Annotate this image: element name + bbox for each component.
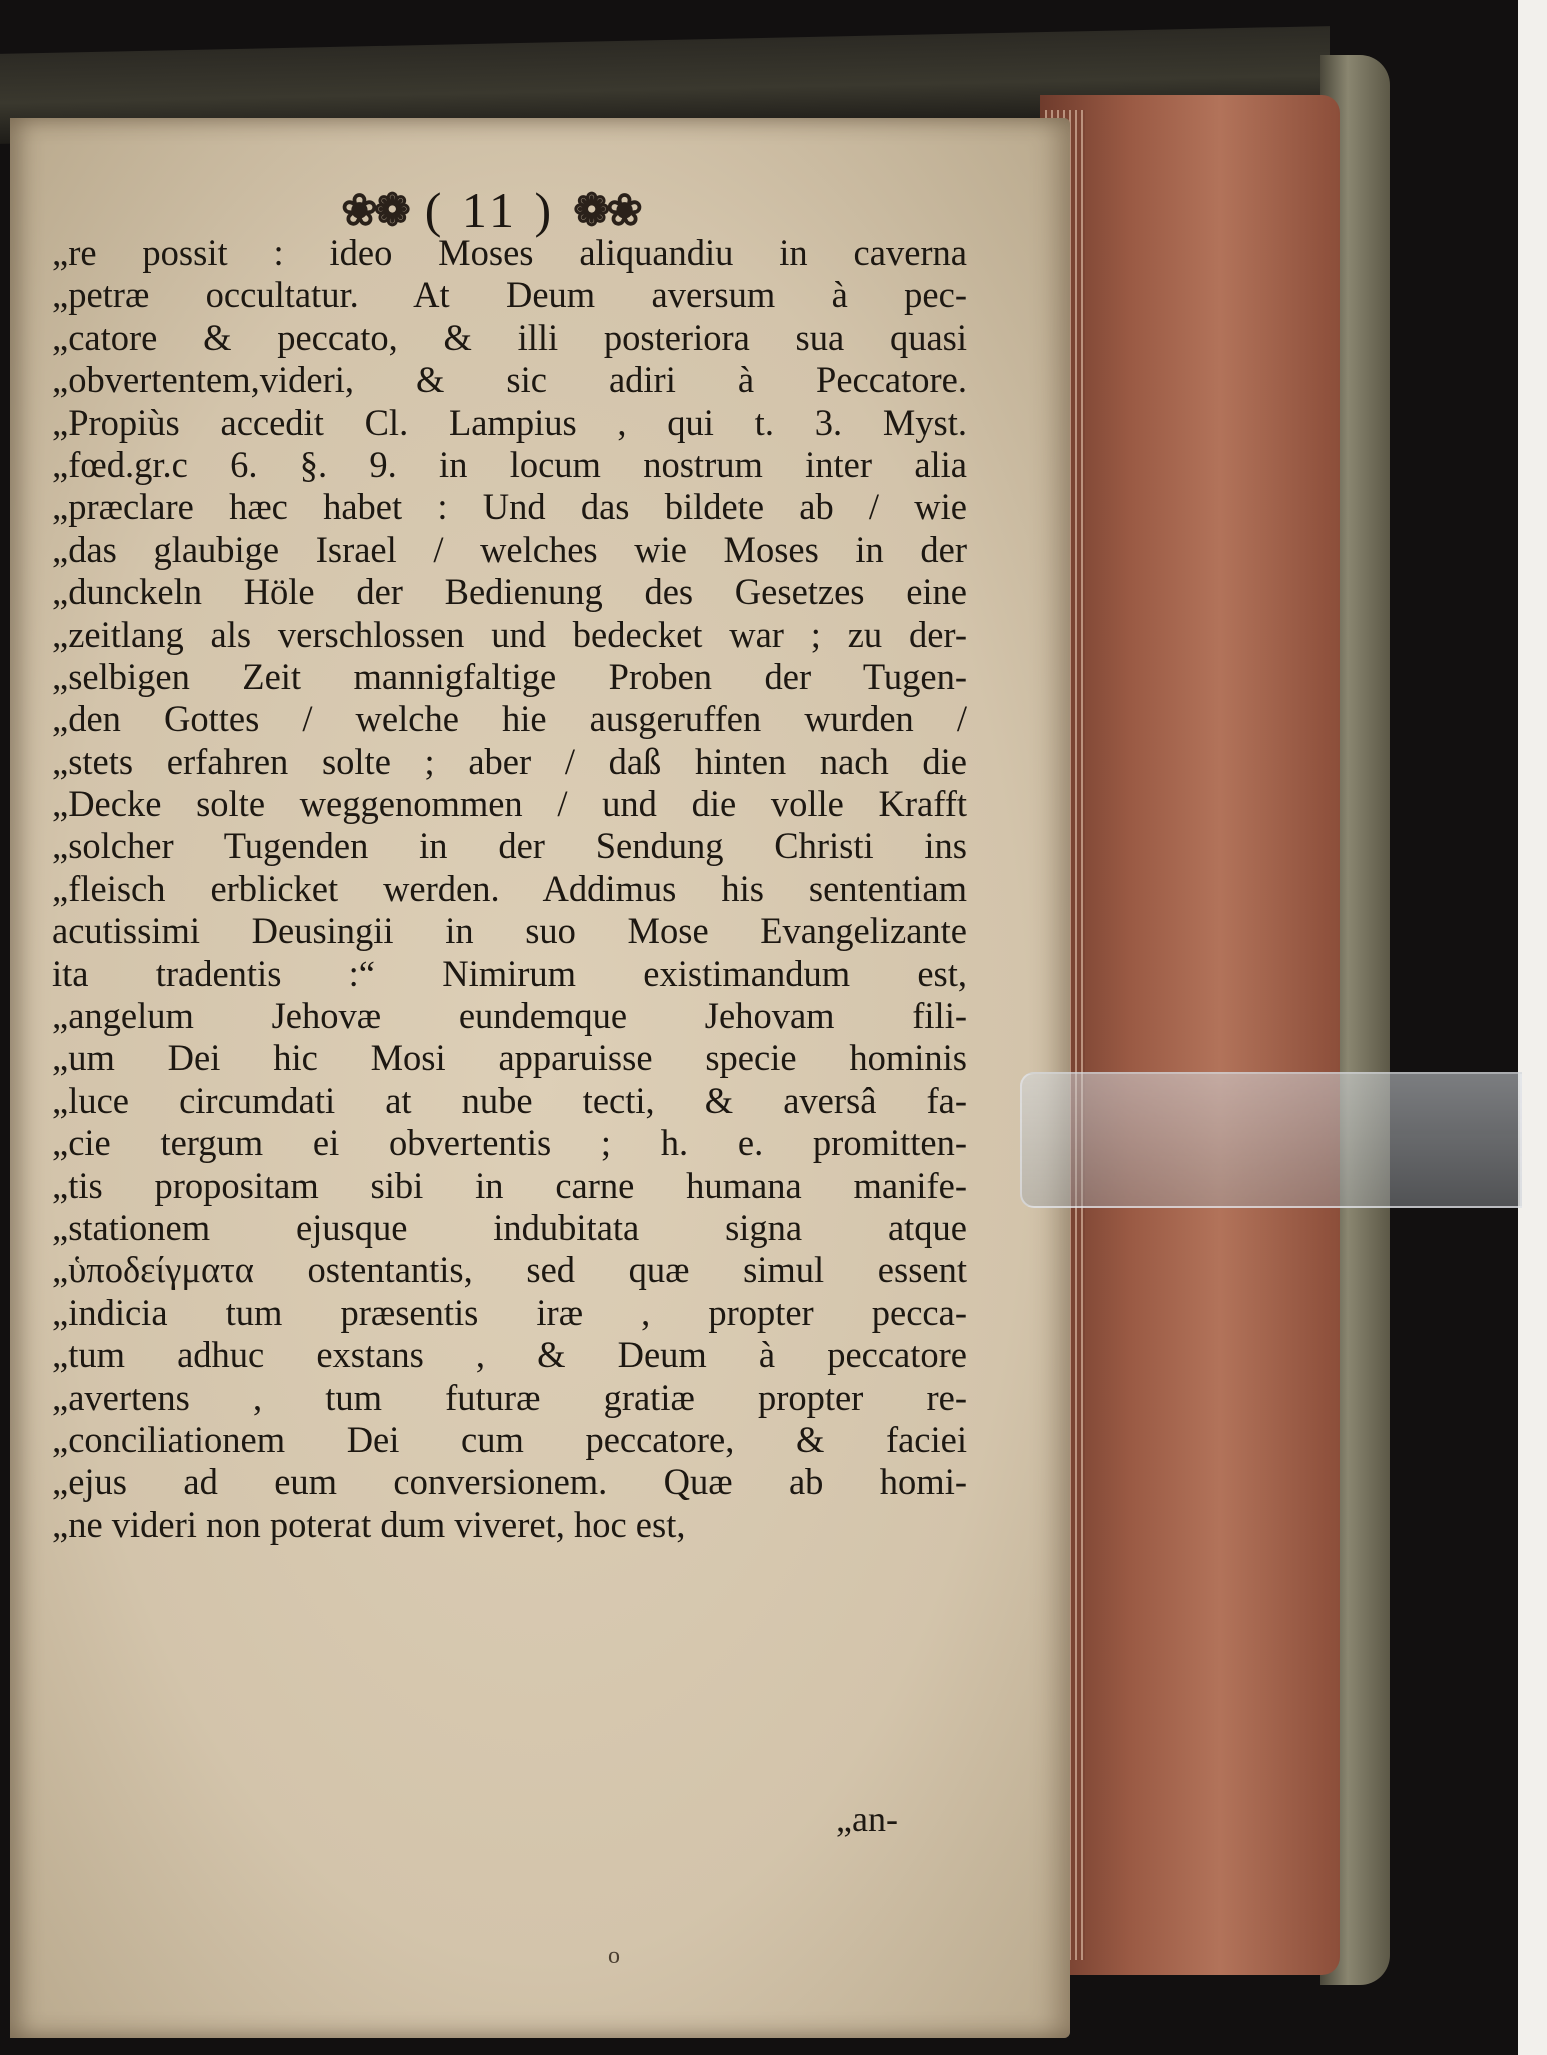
text-line: „angelum Jehovæ eundemque Jehovam fili- bbox=[52, 995, 967, 1037]
text-line: „indicia tum præsentis iræ , propter pecca- bbox=[52, 1291, 967, 1333]
ornament-right-icon: ❁❀ bbox=[573, 184, 639, 236]
text-line: „avertens , tum futuræ gratiæ propter re- bbox=[52, 1376, 967, 1418]
text-line: „re possit : ideo Moses aliquandiu in caverna bbox=[52, 232, 967, 273]
body-text bbox=[52, 232, 967, 1546]
text-line: „dunckeln Höle der Bedienung des Gesetzes eine bbox=[52, 571, 967, 613]
text-line: „das glaubige Israel / welches wie Moses in der bbox=[52, 528, 967, 570]
text-line: „ne videri non poterat dum viveret, hoc est, bbox=[52, 1503, 686, 1545]
text-line: „obvertentem,videri, & sic adiri à Peccatore. bbox=[52, 359, 967, 401]
text-line: „cie tergum ei obvertentis ; h. e. promitten- bbox=[52, 1122, 967, 1164]
clear-bookmark-tab bbox=[1020, 1072, 1522, 1208]
text-line: „ejus ad eum conversionem. Quæ ab homi- bbox=[52, 1461, 967, 1503]
ornament-left-icon: ❀❁ bbox=[341, 184, 407, 236]
text-line: „Decke solte weggenommen / und die volle Krafft bbox=[52, 783, 967, 825]
signature-mark: o bbox=[608, 1943, 620, 1969]
page-edges-red bbox=[1040, 95, 1340, 1975]
text-line: „catore & peccato, & illi posteriora sua quasi bbox=[52, 316, 967, 358]
text-line: „selbigen Zeit mannigfaltige Proben der Tugen- bbox=[52, 655, 967, 697]
text-line: „fœd.gr.c 6. §. 9. in locum nostrum inter alia bbox=[52, 443, 967, 485]
text-line: „conciliationem Dei cum peccatore, & faciei bbox=[52, 1418, 967, 1460]
text-line: „tis propositam sibi in carne humana manife- bbox=[52, 1164, 967, 1206]
text-line: „stets erfahren solte ; aber / daß hinten nach die bbox=[52, 740, 967, 782]
text-line: „Propiùs accedit Cl. Lampius , qui t. 3. Myst. bbox=[52, 401, 967, 443]
text-line: „luce circumdati at nube tecti, & aversâ fa- bbox=[52, 1079, 967, 1121]
text-line: ita tradentis :“ Nimirum existimandum est, bbox=[52, 952, 967, 994]
text-line: acutissimi Deusingii in suo Mose Evangelizante bbox=[52, 910, 967, 952]
text-line: „stationem ejusque indubitata signa atque bbox=[52, 1206, 967, 1248]
scan-margin-bar bbox=[1518, 0, 1547, 2055]
text-line: „solcher Tugenden in der Sendung Christi ins bbox=[52, 825, 967, 867]
text-line: „præclare hæc habet : Und das bildete ab / wie bbox=[52, 486, 967, 528]
text-line: „ὑποδείγματα ostentantis, sed quæ simul essent bbox=[52, 1249, 967, 1291]
text-line: „zeitlang als verschlossen und bedecket war ; zu der- bbox=[52, 613, 967, 655]
page-number: ( 11 ) bbox=[424, 182, 556, 238]
text-line: „petræ occultatur. At Deum aversum à pec- bbox=[52, 274, 967, 316]
text-line: „tum adhuc exstans , & Deum à peccatore bbox=[52, 1334, 967, 1376]
text-line: „den Gottes / welche hie ausgeruffen wurden / bbox=[52, 698, 967, 740]
text-line: „um Dei hic Mosi apparuisse specie hominis bbox=[52, 1037, 967, 1079]
catchword: „an- bbox=[836, 1799, 898, 1839]
text-line: „fleisch erblicket werden. Addimus his sententiam bbox=[52, 867, 967, 909]
